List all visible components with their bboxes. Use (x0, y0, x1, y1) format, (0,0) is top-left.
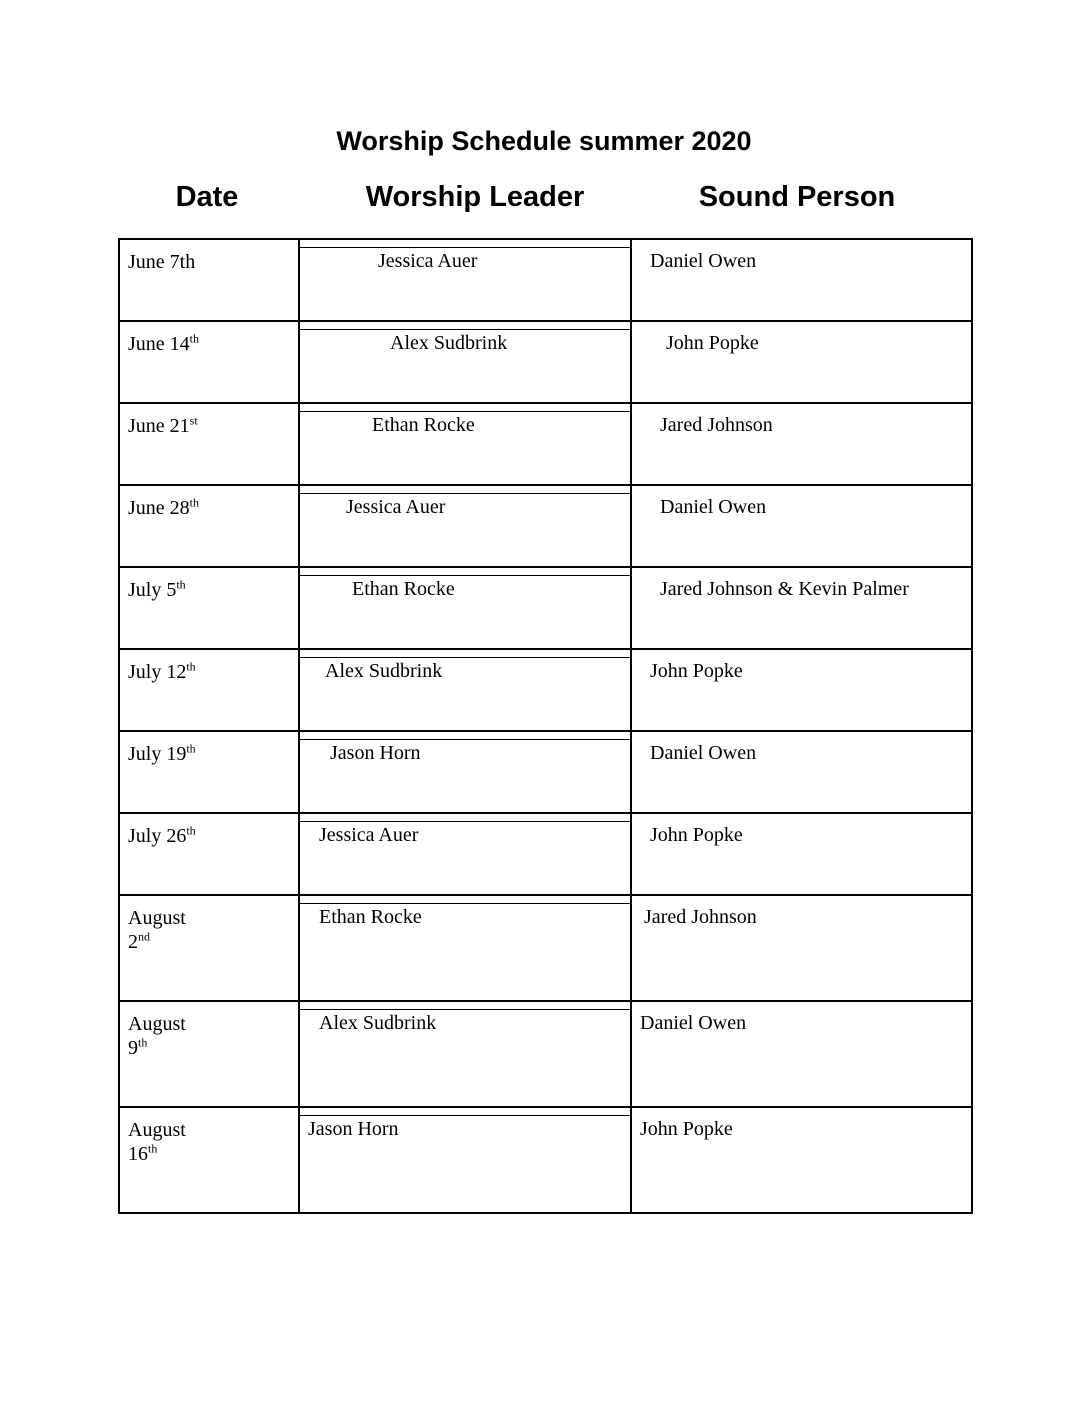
date-month: August (128, 907, 186, 929)
date-text (128, 660, 196, 684)
date-text (128, 250, 195, 274)
date-text (128, 496, 199, 520)
table-row (119, 567, 972, 649)
sound-person-cell (631, 1001, 972, 1107)
column-header-worship-leader: Worship Leader (365, 181, 585, 213)
sound-person-name: Daniel Owen (640, 1012, 747, 1034)
date-cell (119, 1001, 299, 1107)
worship-leader-name: Ethan Rocke (372, 414, 475, 436)
date-value: June 14 (128, 333, 190, 355)
sound-person-name: Jared Johnson & Kevin Palmer (660, 578, 909, 600)
sound-person-name: Daniel Owen (650, 742, 757, 764)
worship-leader-cell (299, 1001, 631, 1107)
date-cell (119, 649, 299, 731)
worship-leader-cell (299, 403, 631, 485)
date-value: 9 (128, 1037, 138, 1059)
sound-person-cell (631, 403, 972, 485)
worship-leader-cell (299, 321, 631, 403)
worship-leader-cell (299, 239, 631, 321)
date-ordinal-suffix: th (189, 331, 200, 346)
worship-leader-name: Jessica Auer (319, 824, 419, 846)
date-value: 2 (128, 931, 138, 953)
table-row (119, 813, 972, 895)
date-text (128, 742, 196, 766)
worship-leader-name: Jessica Auer (346, 496, 446, 518)
worship-leader-name: Alex Sudbrink (325, 660, 443, 682)
date-value: July 19 (128, 743, 187, 765)
inner-text-box (300, 575, 630, 648)
worship-leader-cell (299, 649, 631, 731)
table-row (119, 403, 972, 485)
date-value: July 5 (128, 579, 177, 601)
date-value: 16 (128, 1143, 148, 1165)
table-row (119, 485, 972, 567)
worship-leader-name: Jason Horn (308, 1118, 399, 1140)
date-ordinal-suffix: th (138, 1035, 148, 1050)
date-cell (119, 731, 299, 813)
sound-person-cell (631, 239, 972, 321)
date-cell (119, 895, 299, 1001)
date-month: August (128, 1119, 186, 1141)
date-value: June 28 (128, 497, 190, 519)
table-row (119, 239, 972, 321)
worship-leader-name: Alex Sudbrink (390, 332, 508, 354)
sound-person-cell (631, 895, 972, 1001)
table-row (119, 895, 972, 1001)
sound-person-name: John Popke (640, 1118, 733, 1140)
worship-leader-cell (299, 731, 631, 813)
date-cell (119, 485, 299, 567)
sound-person-cell (631, 649, 972, 731)
date-value: June 7th (128, 251, 196, 273)
worship-leader-cell (299, 567, 631, 649)
date-text (128, 906, 186, 954)
sound-person-name: John Popke (650, 660, 743, 682)
sound-person-cell (631, 321, 972, 403)
column-header-sound-person: Sound Person (698, 181, 896, 213)
table-row (119, 321, 972, 403)
date-ordinal-suffix: th (148, 1141, 158, 1156)
sound-person-cell (631, 1107, 972, 1213)
sound-person-name: Jared Johnson (644, 906, 757, 928)
date-month: August (128, 1013, 186, 1035)
date-value: July 26 (128, 825, 187, 847)
page-title: Worship Schedule summer 2020 (336, 126, 752, 156)
sound-person-name: Daniel Owen (650, 250, 757, 272)
sound-person-cell (631, 731, 972, 813)
date-ordinal-suffix: th (186, 741, 196, 756)
worship-leader-cell (299, 895, 631, 1001)
date-value: July 12 (128, 661, 187, 683)
sound-person-cell (631, 485, 972, 567)
worship-leader-name: Ethan Rocke (319, 906, 422, 928)
date-ordinal-suffix: st (189, 413, 198, 428)
date-text (128, 578, 186, 602)
date-cell (119, 567, 299, 649)
date-text (128, 414, 198, 438)
worship-leader-cell (299, 813, 631, 895)
date-cell (119, 239, 299, 321)
date-ordinal-suffix: th (186, 823, 196, 838)
date-text (128, 1118, 186, 1166)
date-text (128, 332, 199, 356)
sound-person-name: Jared Johnson (660, 414, 773, 436)
table-row (119, 731, 972, 813)
schedule-table (118, 238, 973, 1214)
table-row (119, 1001, 972, 1107)
sound-person-name: John Popke (650, 824, 743, 846)
table-row (119, 1107, 972, 1213)
worship-leader-name: Jessica Auer (378, 250, 478, 272)
worship-leader-cell (299, 485, 631, 567)
date-ordinal-suffix: th (189, 495, 200, 510)
date-ordinal-suffix: th (176, 577, 186, 592)
date-cell (119, 813, 299, 895)
table-row (119, 649, 972, 731)
date-cell (119, 321, 299, 403)
sound-person-name: Daniel Owen (660, 496, 767, 518)
worship-leader-name: Jason Horn (330, 742, 421, 764)
date-text (128, 824, 196, 848)
sound-person-cell (631, 813, 972, 895)
sound-person-cell (631, 567, 972, 649)
date-ordinal-suffix: nd (138, 929, 150, 944)
date-text (128, 1012, 186, 1060)
worship-leader-cell (299, 1107, 631, 1213)
sound-person-name: John Popke (666, 332, 759, 354)
date-cell (119, 403, 299, 485)
worship-leader-name: Ethan Rocke (352, 578, 455, 600)
date-cell (119, 1107, 299, 1213)
column-header-date: Date (175, 181, 239, 213)
date-value: June 21 (128, 415, 190, 437)
date-ordinal-suffix: th (186, 659, 196, 674)
worship-leader-name: Alex Sudbrink (319, 1012, 437, 1034)
